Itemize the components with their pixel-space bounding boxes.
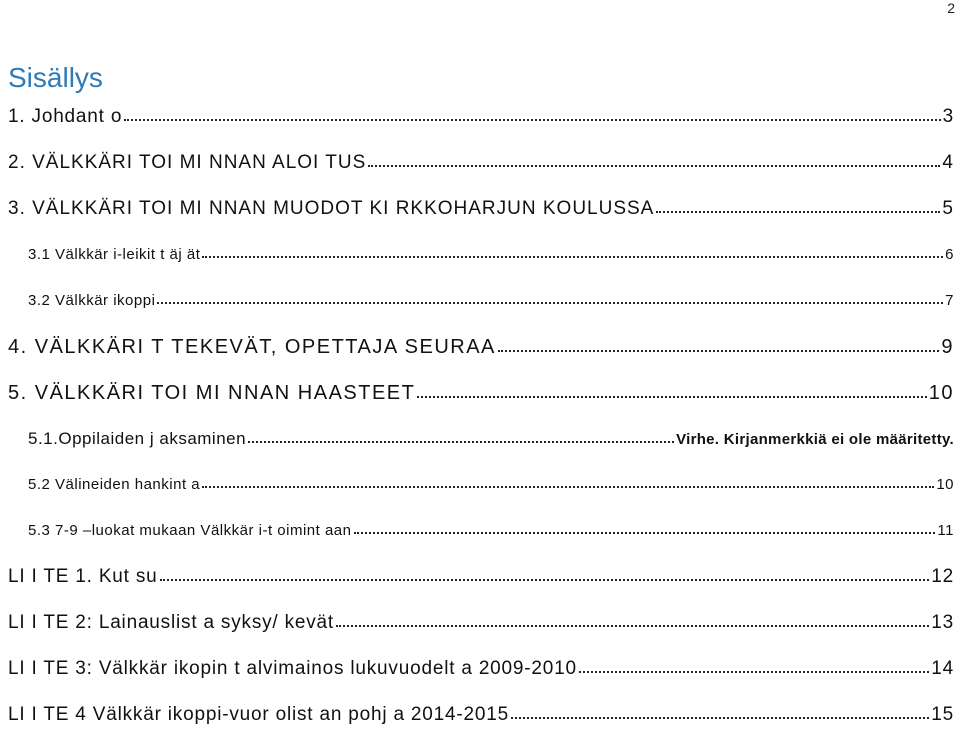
toc-entry-haasteet[interactable] [8,382,954,404]
toc-entry-luokat[interactable] [8,520,954,542]
toc-entry-text: 5.2 Välineiden hankint a [28,476,201,493]
toc-heading: Sisällys [8,62,103,93]
toc-entry-page: 10 [928,382,954,404]
toc-entry-page-error: Virhe. Kirjanmerkkiä ei ole määritetty. [676,431,954,448]
dot-leader [124,108,940,122]
toc-entry-leikittajat[interactable] [8,244,954,266]
toc-entry-page: 9 [941,336,954,358]
toc-entry-liite-4[interactable] [8,704,954,726]
dot-leader [202,475,934,489]
dot-leader [498,339,939,353]
toc-entry-jaksaminen[interactable] [8,428,954,450]
toc-entry-text: 1. Johdant o [8,106,123,127]
dot-leader [511,706,929,720]
toc-entry-text: LI I TE 3: Välkkär ikopin t alvimainos lukuvuodelt a 2009-2010 [8,658,577,679]
toc-entry-johdanto[interactable] [8,106,954,128]
toc-entry-text: 5.3 7-9 –luokat mukaan Välkkär i-t oimint aan [28,522,352,539]
toc-entry-page: 15 [931,704,954,725]
toc-entry-text: 5.1.Oppilaiden j aksaminen [28,429,247,448]
toc-entry-liite-1[interactable] [8,566,954,588]
dot-leader [368,154,940,168]
toc-entry-valkkarikoppi[interactable] [8,290,954,312]
toc-entry-text: 4. VÄLKKÄRI T TEKEVÄT, OPETTAJA SEURAA [8,336,496,358]
toc-entry-tekevat[interactable] [8,336,954,358]
toc-entry-liite-2[interactable] [8,612,954,634]
dot-leader [157,291,943,305]
dot-leader [656,200,940,214]
toc-entry-page: 6 [945,246,954,263]
toc-entry-aloitus[interactable] [8,152,954,174]
toc-entry-page: 7 [945,292,954,309]
toc-entry-hankinta[interactable] [8,474,954,496]
toc-entry-page: 4 [942,152,954,173]
toc-entry-text: LI I TE 4 Välkkär ikoppi-vuor olist an pohj a 2014-2015 [8,704,509,725]
toc-entry-page: 12 [931,566,954,587]
toc-entry-page: 13 [931,612,954,633]
toc-entry-text: 3.1 Välkkär i-leikit t äj ät [28,246,201,263]
dot-leader [579,660,929,674]
dot-leader [202,245,943,259]
toc-entry-page: 10 [936,476,954,493]
toc-entry-text: 5. VÄLKKÄRI TOI MI NNAN HAASTEET [8,382,416,404]
toc-entry-text: LI I TE 2: Lainauslist a syksy/ kevät [8,612,334,633]
dot-leader [354,521,936,535]
dot-leader [336,614,929,628]
toc-entry-text: 3.2 Välkkär ikoppi [28,292,156,309]
toc-entry-text: 3. VÄLKKÄRI TOI MI NNAN MUODOT KI RKKOHARJUN KOULUSSA [8,198,655,219]
page-number: 2 [947,0,955,16]
toc-entry-page: 3 [942,106,954,127]
dot-leader [417,385,926,399]
toc-entry-text: LI I TE 1. Kut su [8,566,158,587]
toc-entry-page: 11 [937,522,954,539]
toc-entry-liite-3[interactable] [8,658,954,680]
dot-leader [160,568,930,582]
toc-entry-text: 2. VÄLKKÄRI TOI MI NNAN ALOI TUS [8,152,367,173]
toc-entry-page: 14 [931,658,954,679]
toc-entry-muodot[interactable] [8,198,954,220]
table-of-contents [8,106,954,750]
dot-leader [248,430,674,444]
toc-entry-page: 5 [942,198,954,219]
